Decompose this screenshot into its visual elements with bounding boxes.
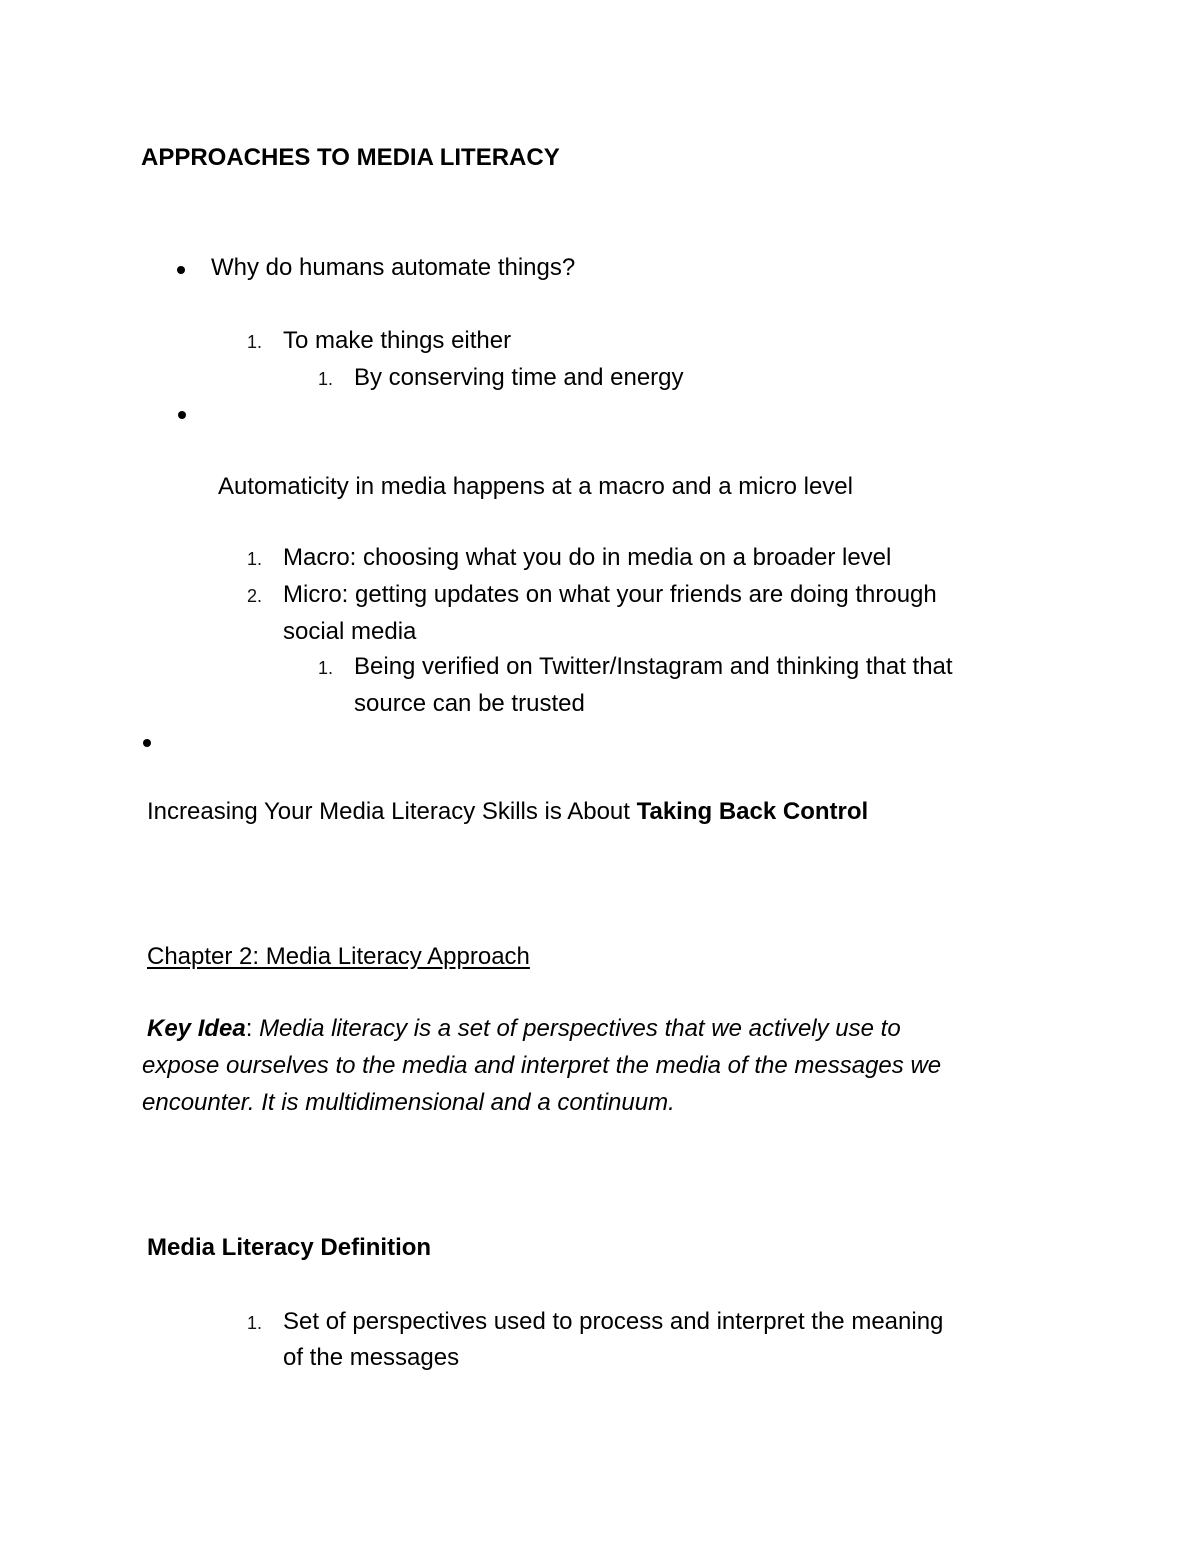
list-item-micro-line1: Micro: getting updates on what your friends are doing through	[283, 581, 937, 608]
key-idea-label: Key Idea	[147, 1015, 246, 1042]
list-item-conserving: By conserving time and energy	[354, 364, 684, 391]
taking-back-control-text: Taking Back Control	[636, 798, 869, 825]
key-idea-text-line2: expose ourselves to the media and interpret the media of the messages we	[142, 1052, 942, 1079]
list-number: 1.	[247, 1313, 263, 1333]
chapter-heading: Chapter 2: Media Literacy Approach	[147, 943, 530, 970]
list-item-verified-line2: source can be trusted	[354, 690, 585, 717]
key-idea-text-line1: Media literacy is a set of perspectives that we actively use to	[259, 1015, 901, 1042]
list-number: 1.	[318, 658, 334, 678]
increasing-skills-line	[147, 800, 868, 824]
definition-heading: Media Literacy Definition	[147, 1234, 432, 1261]
list-item-make-things: To make things either	[283, 327, 512, 354]
increasing-plain-text: Increasing Your Media Literacy Skills is About	[147, 798, 637, 825]
bullet-icon	[178, 411, 186, 419]
document-title: APPROACHES TO MEDIA LITERACY	[141, 144, 560, 171]
key-idea-colon: :	[245, 1015, 260, 1042]
question-why-automate: Why do humans automate things?	[211, 254, 576, 281]
definition-item-line1: Set of perspectives used to process and interpret the meaning	[283, 1308, 944, 1335]
automaticity-text: Automaticity in media happens at a macro and a micro level	[218, 473, 853, 500]
definition-item-line2: of the messages	[283, 1344, 460, 1371]
key-idea-line1	[147, 1017, 901, 1041]
list-number: 1.	[247, 549, 263, 569]
list-number: 1.	[318, 369, 334, 389]
key-idea-text-line3: encounter. It is multidimensional and a continuum.	[142, 1089, 675, 1116]
bullet-icon	[143, 739, 151, 747]
list-item-verified-line1: Being verified on Twitter/Instagram and thinking that that	[354, 653, 953, 680]
list-number: 1.	[247, 332, 263, 352]
list-item-micro-line2: social media	[283, 618, 417, 645]
bullet-icon	[177, 266, 185, 274]
list-number: 2.	[247, 586, 263, 606]
list-item-macro: Macro: choosing what you do in media on a broader level	[283, 544, 892, 571]
